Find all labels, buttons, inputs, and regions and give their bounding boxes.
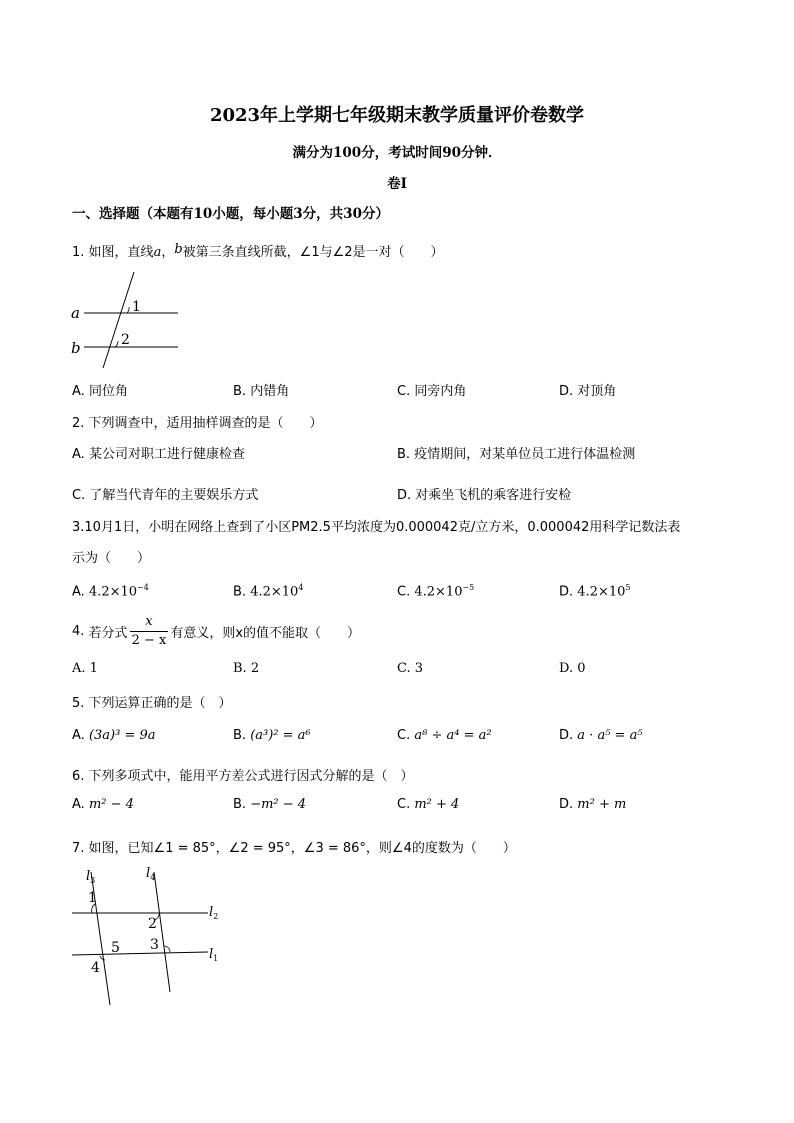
- line-l4-label: $l_4$: [146, 866, 156, 882]
- line-l3-label: $l_3$: [86, 869, 96, 885]
- question-5-stem: 5. 下列运算正确的是（ ）: [72, 696, 232, 711]
- q1-option-c[interactable]: C. 同旁内角: [397, 384, 467, 399]
- section-heading: 一、选择题（本题有10小题，每小题3分，共30分）: [72, 206, 389, 222]
- q1-option-b[interactable]: B. 内错角: [233, 384, 290, 399]
- question-1-stem: 1. 如图，直线a，b被第三条直线所截，∠1与∠2是一对（ ）: [72, 242, 444, 260]
- q5-option-c[interactable]: C. a⁸ ÷ a⁴ = a²: [397, 728, 492, 743]
- angle-3-label: 3: [150, 937, 159, 953]
- angle-5-label: 5: [111, 940, 120, 956]
- angle-2-label: 2: [121, 332, 130, 348]
- volume-label: 卷I: [387, 176, 407, 192]
- q3-option-a[interactable]: A. $4.2\times 10^{-4}$: [72, 583, 149, 600]
- angle-4-label: 4: [91, 960, 100, 976]
- q6-option-d[interactable]: D. m² + m: [559, 797, 627, 812]
- line-a-label: a: [71, 304, 80, 322]
- question-7-stem: 7. 如图，已知∠1 = 85°，∠2 = 95°，∠3 = 86°，则∠4的度数为（ ）: [72, 841, 516, 856]
- q5-option-a[interactable]: A. (3a)³ = 9a: [72, 728, 156, 743]
- q6-option-c[interactable]: C. m² + 4: [397, 797, 460, 812]
- question-3-stem-line1: 3.10月1日，小明在网络上查到了小区PM2.5平均浓度为0.000042克/立方米，0.000042用科学记数法表: [72, 520, 681, 535]
- line-b-label: b: [71, 339, 81, 357]
- question-7-figure: [66, 860, 236, 1010]
- q3-option-b[interactable]: B. $4.2\times 10^4$: [233, 583, 304, 600]
- q3-option-d[interactable]: D. $4.2\times 10^5$: [559, 583, 631, 600]
- q1-option-d[interactable]: D. 对顶角: [559, 384, 617, 399]
- q6-option-a[interactable]: A. m² − 4: [72, 797, 134, 812]
- q1-option-a[interactable]: A. 同位角: [72, 384, 128, 399]
- question-2-stem: 2. 下列调查中，适用抽样调查的是（ ）: [72, 416, 323, 431]
- q4-option-d[interactable]: D. 0: [559, 661, 586, 676]
- fraction: $\frac{x}{2 - x}$: [131, 614, 167, 648]
- question-4-stem: 4. 若分式 $\frac{x}{2 - x}$ 有意义，则x的值不能取（ ）: [72, 614, 361, 648]
- q4-option-b[interactable]: B. 2: [233, 661, 260, 676]
- line-l2-label: $l_2$: [209, 905, 219, 921]
- question-6-stem: 6. 下列多项式中，能用平方差公式进行因式分解的是（ ）: [72, 769, 414, 784]
- q2-option-c[interactable]: C. 了解当代青年的主要娱乐方式: [72, 488, 259, 503]
- q3-option-c[interactable]: C. $4.2\times 10^{-5}$: [397, 583, 475, 600]
- question-1-figure: [66, 266, 186, 376]
- q5-option-d[interactable]: D. a · a⁵ = a⁵: [559, 728, 643, 743]
- q4-option-a[interactable]: A. 1: [72, 661, 98, 676]
- q5-option-b[interactable]: B. (a³)² = a⁶: [233, 728, 311, 743]
- question-3-stem-line2: 示为（ ）: [72, 551, 151, 566]
- q2-option-a[interactable]: A. 某公司对职工进行健康检查: [72, 447, 245, 462]
- angle-1-label: 1: [88, 890, 97, 906]
- page-title: 2023年上学期七年级期末教学质量评价卷数学: [209, 105, 585, 126]
- line-l1-label: $l_1$: [209, 947, 219, 963]
- q2-option-b[interactable]: B. 疫情期间，对某单位员工进行体温检测: [397, 447, 636, 462]
- exam-info: 满分为100分，考试时间90分钟．: [292, 145, 502, 161]
- angle-1-label: 1: [132, 299, 141, 315]
- angle-2-label: 2: [148, 916, 157, 932]
- q6-option-b[interactable]: B. −m² − 4: [233, 797, 307, 812]
- q2-option-d[interactable]: D. 对乘坐飞机的乘客进行安检: [397, 488, 572, 503]
- q4-option-c[interactable]: C. 3: [397, 661, 424, 676]
